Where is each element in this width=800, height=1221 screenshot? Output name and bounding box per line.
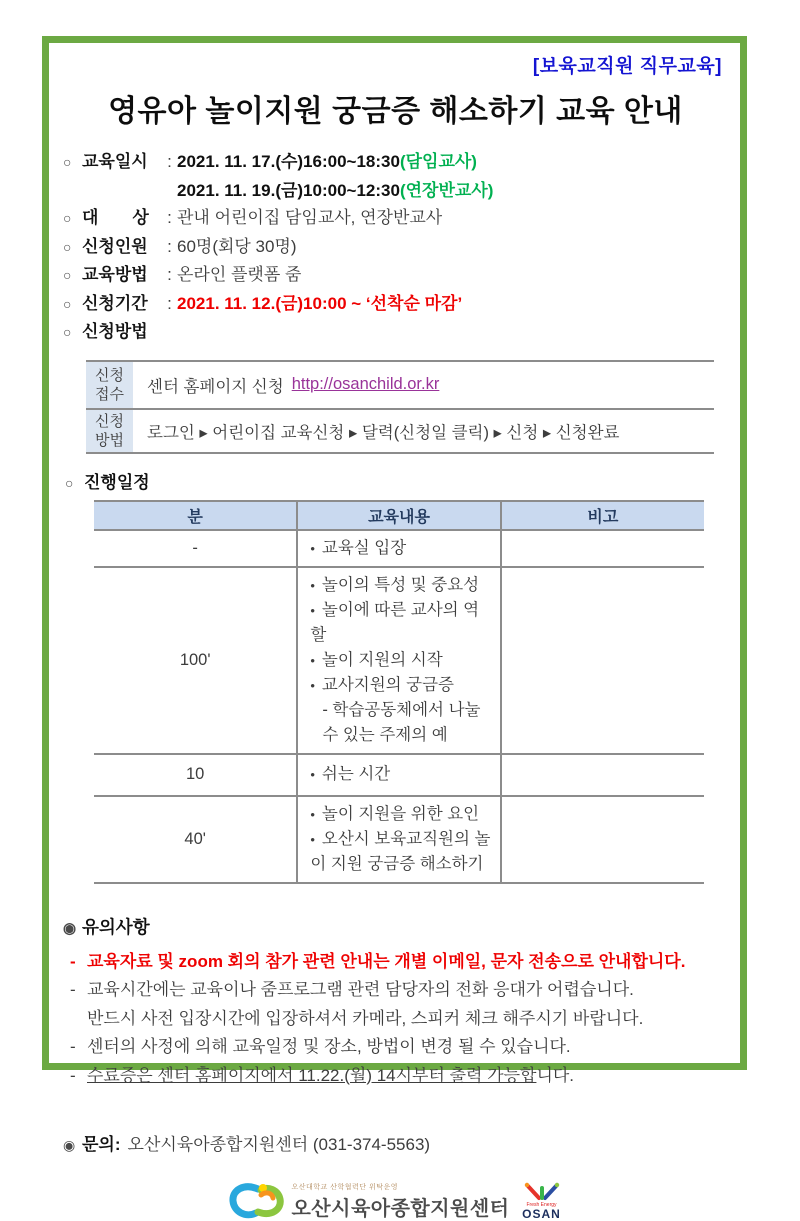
apply-steps-text: 로그인 ▸ 어린이집 교육신청 ▸ 달력(신청일 클릭) ▸ 신청 ▸ 신청완료 (147, 423, 620, 442)
info-label: 대 상 (82, 208, 149, 227)
period-value: 2021. 11. 12.(금)10:00 ~ ‘선착순 마감’ (177, 293, 463, 313)
schedule-date-2: 2021. 11. 19.(금)10:00~12:30 (177, 180, 400, 200)
circle-bullet-icon: ○ (63, 295, 72, 312)
schedule-item: 쉬는 시간 (321, 765, 391, 783)
apply-head-line: 신청 (95, 412, 124, 430)
duration-cell: - (192, 538, 198, 557)
apply-row-content (133, 362, 714, 408)
circle-bullet-icon: ○ (65, 474, 74, 491)
note-cell (501, 567, 704, 754)
circle-bullet-icon: ○ (63, 154, 72, 170)
center-homepage-link[interactable]: http://osanchild.or.kr (291, 375, 440, 393)
footer-logo (63, 1181, 728, 1221)
item-dot-icon: • (310, 767, 315, 782)
osan-emblem (521, 1182, 563, 1221)
schedule-section-heading (65, 468, 728, 493)
logo-small-text: 오산대학교 산학협력단 위탁운영 (291, 1183, 399, 1191)
osan-emblem-icon (521, 1182, 563, 1202)
duration-cell: 40' (184, 829, 206, 848)
document-content (49, 43, 740, 1221)
fisheye-bullet-icon: ◉ (63, 1137, 76, 1153)
target-value: 관내 어린이집 담임교사, 연장반교사 (177, 208, 443, 227)
apply-head-line: 방법 (95, 431, 124, 449)
schedule-item: 오산시 보육교직원의 놀이 지원 궁금증 해소하기 (310, 829, 491, 873)
table-row (94, 530, 704, 567)
schedule-table (94, 500, 704, 884)
fisheye-bullet-icon: ◉ (63, 919, 77, 937)
info-row-period (63, 290, 728, 319)
center-name: 오산시육아종합지원센터 (291, 1197, 510, 1220)
method-value: 온라인 플랫폼 줌 (177, 265, 302, 284)
apply-head-line: 신청 (95, 366, 124, 384)
content-cell (297, 567, 500, 754)
info-row-schedule-cont (63, 177, 728, 205)
info-row-capacity (63, 233, 728, 262)
content-cell (297, 796, 500, 883)
schedule-item: 놀이의 특성 및 중요성 (321, 575, 480, 594)
notice-line-certificate (70, 1062, 728, 1091)
info-row-schedule (63, 148, 728, 177)
duration-cell: 100' (179, 650, 211, 669)
info-label: 교육일시 (82, 152, 148, 171)
schedule-section-title: 진행일정 (84, 472, 150, 492)
notice-line (70, 976, 728, 1005)
item-dot-icon: • (310, 806, 315, 822)
colon: : (167, 152, 172, 171)
apply-row-content (133, 410, 714, 452)
schedule-group-1: (담임교사) (399, 152, 477, 171)
colon: : (167, 236, 172, 256)
table-row (94, 796, 704, 883)
circle-bullet-icon: ○ (63, 210, 72, 226)
dash: - (70, 980, 76, 999)
schedule-item: 놀이에 따른 교사의 역할 (310, 600, 480, 644)
column-header-duration: 분 (94, 501, 297, 530)
table-row (86, 408, 714, 452)
colon: : (167, 265, 172, 284)
center-logo-mark-icon (228, 1181, 284, 1221)
contact-row (63, 1130, 728, 1155)
content-cell (297, 530, 500, 567)
certificate-rest-text: 니다. (536, 1065, 575, 1085)
document-category-tag: [보육교직원 직무교육] (532, 56, 722, 77)
duration-cell: 10 (185, 765, 205, 783)
emblem-wordmark: OSAN (522, 1206, 561, 1221)
column-header-note: 비고 (501, 501, 704, 530)
schedule-item: 교사지원의 궁금증 (321, 675, 454, 694)
schedule-item: 놀이 지원의 시작 (321, 650, 443, 669)
column-header-content: 교육내용 (297, 501, 500, 530)
notice-text: 교육시간에는 교육이나 줌프로그램 관련 담당자의 전화 응대가 어렵습니다. (87, 980, 634, 999)
item-dot-icon: • (310, 652, 315, 668)
schedule-item: 놀이 지원을 위한 요인 (321, 804, 480, 823)
apply-head-line: 접수 (95, 385, 124, 403)
certificate-underlined-text: 수료증은 센터 홈페이지에서 11.22.(월) 14시부터 출력 가능합 (87, 1065, 537, 1085)
dash: - (70, 1037, 76, 1056)
dash: - (70, 1065, 76, 1085)
item-dot-icon: • (310, 831, 315, 847)
dash: - (70, 951, 76, 971)
content-cell (297, 754, 500, 796)
apply-row-header (86, 410, 133, 452)
info-label: 신청방법 (82, 322, 148, 341)
table-row (86, 362, 714, 408)
info-label: 신청인원 (82, 236, 148, 256)
info-row-method (63, 261, 728, 290)
schedule-date-1: 2021. 11. 17.(수)16:00~18:30 (177, 152, 400, 171)
colon: : (167, 208, 172, 227)
table-row (94, 567, 704, 754)
apply-row-header (86, 362, 133, 408)
notices-title: 유의사항 (82, 916, 150, 937)
item-dot-icon: • (310, 602, 315, 618)
schedule-header-row (94, 501, 704, 530)
schedule-subitem: - 학습공동체에서 나눌 수 있는 주제의 예 (322, 700, 481, 744)
schedule-item: 교육실 입장 (321, 538, 407, 557)
info-label: 교육방법 (82, 265, 148, 284)
center-logo-text (291, 1182, 509, 1221)
apply-table (86, 360, 714, 454)
circle-bullet-icon: ○ (63, 238, 72, 255)
item-dot-icon: • (310, 577, 315, 593)
notice-line (70, 1033, 728, 1062)
schedule-group-2: (연장반교사) (399, 180, 494, 200)
page-title: 영유아 놀이지원 궁금증 해소하기 교육 안내 (108, 95, 683, 128)
notice-text: 교육자료 및 zoom 회의 참가 관련 안내는 개별 이메일, 문자 전송으로 안내합니다. (87, 951, 686, 971)
note-cell (501, 754, 704, 796)
notices-heading (63, 914, 728, 939)
notice-line-continuation (70, 1005, 728, 1034)
contact-value: 오산시육아종합지원센터 (031-374-5563) (127, 1135, 431, 1154)
item-dot-icon: • (310, 677, 315, 693)
notice-text: 반드시 사전 입장시간에 입장하셔서 카메라, 스피커 체크 해주시기 바랍니다. (87, 1008, 644, 1028)
info-row-apply (63, 318, 728, 347)
circle-bullet-icon: ○ (63, 267, 72, 283)
circle-bullet-icon: ○ (63, 324, 72, 340)
note-cell (501, 796, 704, 883)
info-label: 신청기간 (82, 293, 148, 313)
table-row (94, 754, 704, 796)
notice-text: 센터의 사정에 의해 교육일정 및 장소, 방법이 변경 될 수 있습니다. (87, 1037, 571, 1056)
emblem-slogan: Fresh Energy (526, 1201, 557, 1208)
capacity-value: 60명(회당 30명) (177, 236, 297, 256)
item-dot-icon: • (310, 540, 315, 556)
colon: : (167, 293, 172, 313)
apply-receipt-text: 센터 홈페이지 신청 (147, 377, 284, 396)
info-row-target (63, 204, 728, 233)
notice-line-red (70, 948, 728, 977)
page-border-frame (42, 36, 747, 1221)
contact-label: 문의: (82, 1135, 121, 1154)
note-cell (501, 530, 704, 567)
